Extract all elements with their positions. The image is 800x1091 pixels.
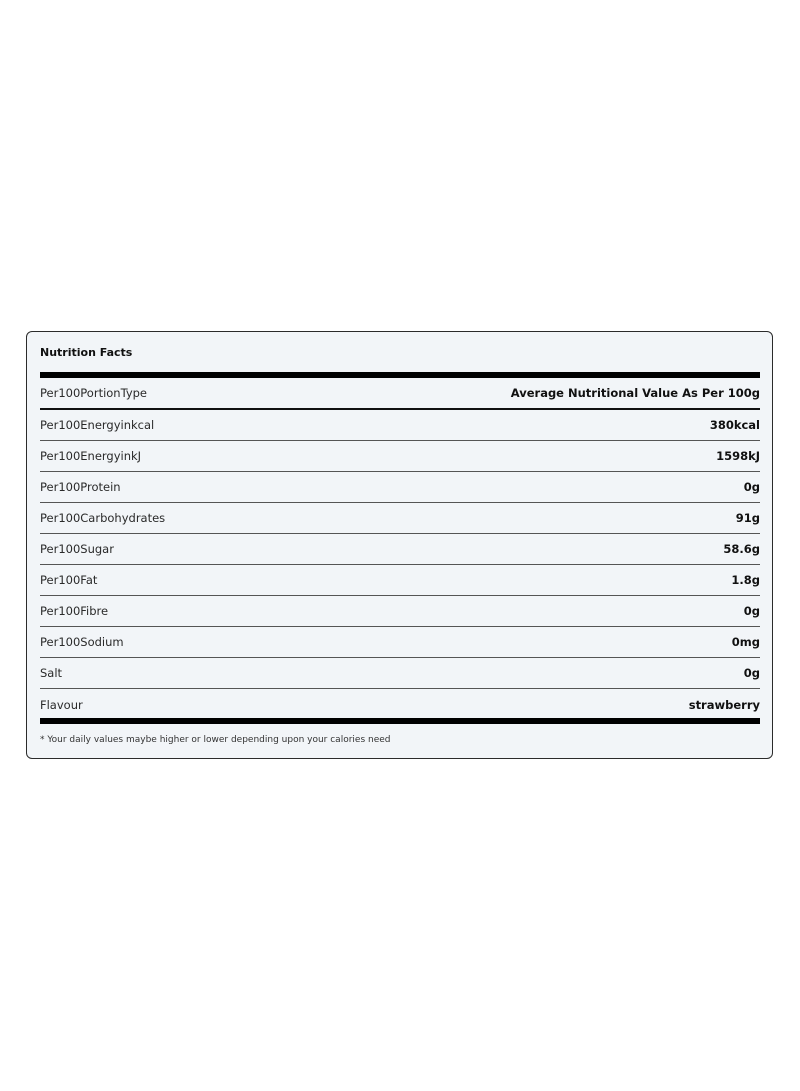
row-value: 380kcal [709,418,760,432]
nutrition-row-protein [40,472,760,503]
row-label: Per100PortionType [40,386,148,400]
nutrition-table [40,378,760,720]
row-label: Per100Protein [40,480,121,494]
nutrition-facts-title: Nutrition Facts [40,346,133,359]
nutrition-row-energy-kcal [40,410,760,441]
row-value: strawberry [688,697,760,712]
row-value: 1598kJ [716,449,760,463]
row-label: Per100Carbohydrates [40,511,166,525]
row-label: Salt [40,666,63,680]
row-label: Per100Sodium [40,635,124,649]
row-label: Flavour [40,697,83,712]
row-label: Per100Fat [40,573,98,587]
row-label: Per100EnergyinkJ [40,449,142,463]
row-value: 1.8g [731,573,760,587]
nutrition-row-salt [40,658,760,689]
row-value: Average Nutritional Value As Per 100g [510,386,760,400]
row-value: 0mg [731,635,760,649]
nutrition-row-sugar [40,534,760,565]
row-value: 91g [735,511,760,525]
nutrition-row-flavour [40,689,760,720]
row-label: Per100Sugar [40,542,114,556]
row-label: Per100Fibre [40,604,109,618]
nutrition-row-fat [40,565,760,596]
nutrition-row-carbohydrates [40,503,760,534]
row-label: Per100Energyinkcal [40,418,155,432]
row-value: 0g [743,480,760,494]
daily-values-footnote: * Your daily values maybe higher or lower depending upon your calories need [40,735,391,745]
nutrition-row-sodium [40,627,760,658]
row-value: 0g [743,604,760,618]
row-value: 0g [743,666,760,680]
bottom-divider-bar [40,718,760,724]
nutrition-row-energy-kj [40,441,760,472]
nutrition-facts-panel [26,331,773,759]
nutrition-row-fibre [40,596,760,627]
nutrition-row-portion-type [40,378,760,410]
row-value: 58.6g [723,542,760,556]
